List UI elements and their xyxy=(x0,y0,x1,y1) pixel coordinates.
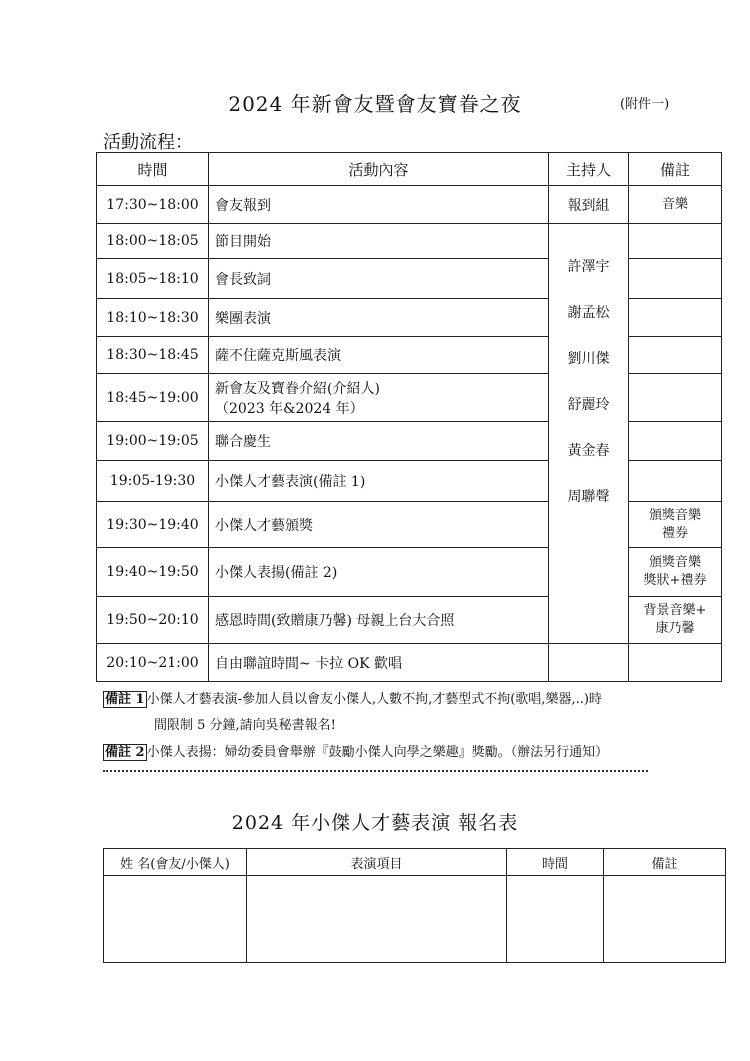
schedule-header-row xyxy=(97,153,722,186)
row-time: 19:50~20:10 xyxy=(97,597,209,644)
table-row xyxy=(97,374,722,422)
row-activity: 小傑人才藝頒獎 xyxy=(209,502,549,548)
item-cell[interactable] xyxy=(247,876,507,963)
flow-label: 活動流程： xyxy=(103,132,193,153)
row-note xyxy=(629,259,722,299)
table-row xyxy=(97,502,722,548)
registration-blank-row xyxy=(104,876,726,963)
remark-text: 小傑人表揚：婦幼委員會舉辦『鼓勵小傑人向學之樂趣』獎勵。（辦法另行通知） xyxy=(146,745,609,760)
header-time: 時間 xyxy=(507,849,604,876)
host-name: 謝孟松 xyxy=(567,305,610,321)
row-note: 音樂 xyxy=(629,186,722,224)
row-note-cell xyxy=(629,597,722,644)
registration-title: 2024 年小傑人才藝表演 報名表 xyxy=(231,812,519,834)
header-time: 時間 xyxy=(97,153,209,186)
row-note xyxy=(629,224,722,259)
row-note xyxy=(629,422,722,461)
table-row xyxy=(97,597,722,644)
row-note: 背景音樂+ xyxy=(643,603,707,619)
row-note-cell xyxy=(629,548,722,597)
row-time: 19:00~19:05 xyxy=(97,422,209,461)
table-row xyxy=(97,644,722,682)
row-activity-years: （2023 年&2024 年） xyxy=(215,400,364,417)
table-row xyxy=(97,548,722,597)
attachment-label: (附件一) xyxy=(620,97,670,112)
table-row xyxy=(97,259,722,299)
host-name: 黃金春 xyxy=(567,443,610,459)
header-name: 姓 名(會友/小傑人) xyxy=(104,849,247,876)
table-row xyxy=(97,422,722,461)
row-activity: 新會友及寶眷介紹(介紹人) xyxy=(215,380,380,397)
row-activity: 感恩時間(致贈康乃馨) 母親上台大合照 xyxy=(209,597,549,644)
row-activity: 樂團表演 xyxy=(209,299,549,337)
row-time: 18:00~18:05 xyxy=(97,224,209,259)
row-note-extra: 康乃馨 xyxy=(655,621,695,636)
host-cell xyxy=(549,224,629,644)
row-note: 頒獎音樂 xyxy=(648,555,701,571)
registration-header-row xyxy=(104,849,726,876)
row-time: 19:05-19:30 xyxy=(97,461,209,502)
row-activity: 薩不住薩克斯風表演 xyxy=(209,337,549,374)
row-note-extra: 獎狀+禮券 xyxy=(643,573,707,588)
table-row xyxy=(97,461,722,502)
table-row xyxy=(97,186,722,224)
remark-1-cont: 間限制 5 分鐘,請向吳秘書報名! xyxy=(154,718,336,733)
header-item: 表演項目 xyxy=(247,849,507,876)
table-row xyxy=(97,299,722,337)
table-row xyxy=(97,337,722,374)
time-cell[interactable] xyxy=(507,876,604,963)
row-time: 18:05~18:10 xyxy=(97,259,209,299)
row-note: 頒獎音樂 xyxy=(648,507,701,523)
dotted-separator xyxy=(103,770,648,772)
host-name: 舒麗玲 xyxy=(567,397,610,413)
remark-2 xyxy=(103,741,608,760)
row-note xyxy=(629,374,722,422)
remark-text: 小傑人才藝表演-參加人員以會友小傑人,人數不拘,才藝型式不拘(歌唱,樂器,..)時 xyxy=(146,692,602,707)
table-row xyxy=(97,224,722,259)
remark-tag: 備註 2 xyxy=(105,745,145,760)
remark-tag: 備註 1 xyxy=(105,692,145,707)
row-note-extra: 禮券 xyxy=(661,525,688,541)
row-activity: 會友報到 xyxy=(209,186,549,224)
header-note: 備註 xyxy=(604,849,726,876)
row-time: 18:30~18:45 xyxy=(97,337,209,374)
row-activity: 小傑人表揚(備註 2) xyxy=(209,548,549,597)
row-time: 17:30~18:00 xyxy=(97,186,209,224)
row-time: 18:10~18:30 xyxy=(97,299,209,337)
row-note xyxy=(629,299,722,337)
header-host: 主持人 xyxy=(549,153,629,186)
host-name: 劉川傑 xyxy=(567,351,610,367)
row-activity: 小傑人才藝表演(備註 1) xyxy=(209,461,549,502)
remark-1 xyxy=(103,688,602,707)
document-title: 2024 年新會友暨會友寶眷之夜 xyxy=(228,92,522,116)
row-time: 20:10~21:00 xyxy=(97,644,209,682)
row-activity: 節目開始 xyxy=(209,224,549,259)
row-activity-cell xyxy=(209,374,549,422)
header-activity: 活動內容 xyxy=(209,153,549,186)
row-time: 18:45~19:00 xyxy=(97,374,209,422)
row-activity: 會長致詞 xyxy=(209,259,549,299)
row-note xyxy=(629,461,722,502)
host-name: 周聯聲 xyxy=(567,489,610,505)
host-name: 許澤宇 xyxy=(567,259,610,275)
row-note xyxy=(629,644,722,682)
row-activity: 聯合慶生 xyxy=(209,422,549,461)
name-cell[interactable] xyxy=(104,876,247,963)
row-note-cell xyxy=(629,502,722,548)
schedule-table xyxy=(96,152,722,682)
host-empty xyxy=(549,644,629,682)
row-activity: 自由聯誼時間~ 卡拉 OK 歡唱 xyxy=(209,644,549,682)
registration-table xyxy=(103,848,726,963)
note-cell[interactable] xyxy=(604,876,726,963)
row-time: 19:40~19:50 xyxy=(97,548,209,597)
header-note: 備註 xyxy=(629,153,722,186)
host-checkin: 報到組 xyxy=(549,186,629,224)
row-time: 19:30~19:40 xyxy=(97,502,209,548)
row-note xyxy=(629,337,722,374)
